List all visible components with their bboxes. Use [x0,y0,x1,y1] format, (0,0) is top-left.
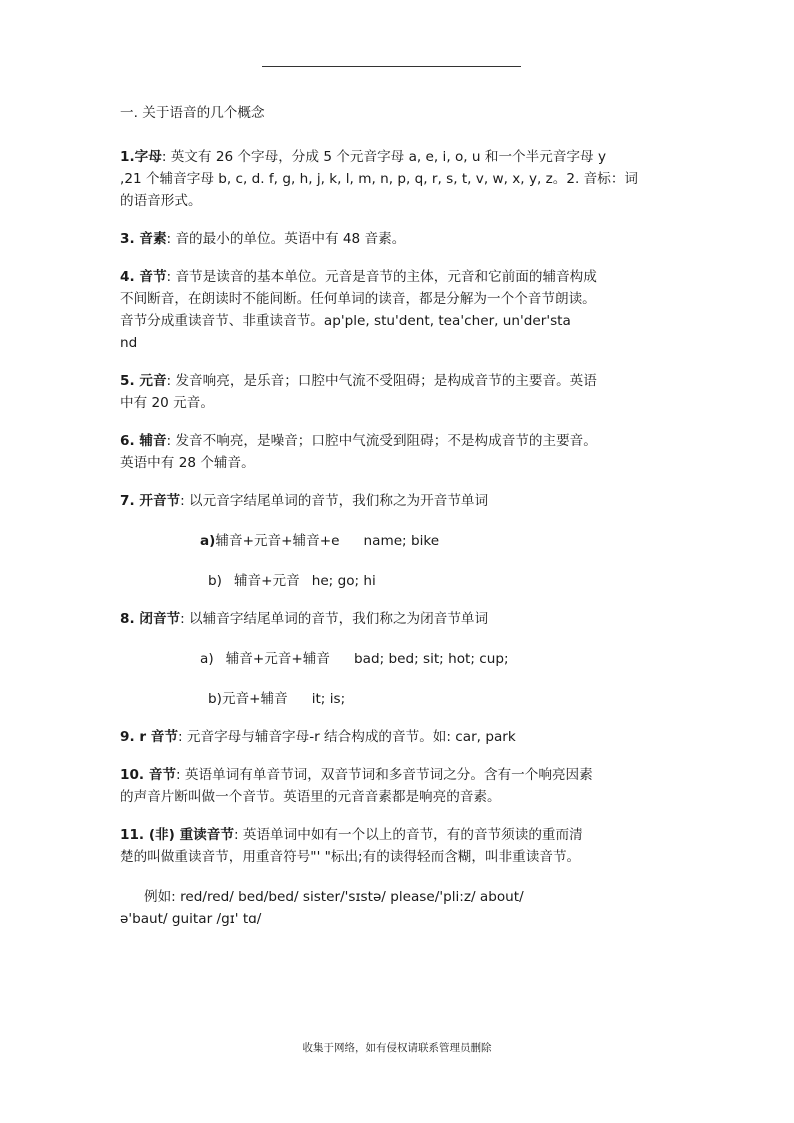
item-5-text-1: : 发音响亮，是乐音；口腔中气流不受阻碍；是构成音节的主要音。英语 [166,373,597,389]
item-9-term: 9. r 音节 [120,729,178,745]
item-8-text-1: : 以辅音字结尾单词的音节，我们称之为闭音节单词 [180,611,489,627]
footer-note: 收集于网络，如有侵权请联系管理员删除 [302,1042,492,1054]
item-11-example-1: 例如: red/red/ bed/bed/ sister/'sɪstə/ please/'pli:z/ about/ [144,889,524,905]
item-8-sub-a-text: 辅音+元音+辅音 [225,651,330,667]
item-8-sub-a [200,648,760,670]
item-7-sub-a [200,530,760,552]
item-8-sub-b-text: 元音+辅音 [221,691,288,707]
item-11-line-1 [120,824,680,846]
item-8-term: 8. 闭音节 [120,611,181,627]
item-11-term: 11. (非) 重读音节 [120,827,234,843]
item-10-term: 10. 音节 [120,767,177,783]
item-3-text-1: : 音的最小的单位。英语中有 48 音素。 [166,231,406,247]
item-7-sub-a-label: a) [200,533,216,549]
item-8-sub-b-examples: it; is; [311,691,346,707]
item-4-text-1: : 音节是读音的基本单位。元音是音节的主体，元音和它前面的辅音构成 [166,269,597,285]
item-4-line-3: 音节分成重读音节、非重读音节。ap'ple, stu'dent, tea'cher, un'der'sta [120,313,571,329]
item-7-sub-b-examples: he; go; hi [311,573,376,589]
item-10-line-2: 的声音片断叫做一个音节。英语里的元音音素都是响亮的音素。 [120,789,501,805]
item-1-line-2: ,21 个辅音字母 b, c, d. f, g, h, j, k, l, m, n, p, q, r, s, t, v, w, x, y, z。2. 音标：词 [120,171,639,187]
item-8-line-1 [120,608,680,630]
item-7-text-1: : 以元音字结尾单词的音节，我们称之为开音节单词 [180,493,489,509]
item-11-text-1: : 英语单词中如有一个以上的音节，有的音节须读的重而清 [233,827,583,843]
item-11-example-2: ə'baut/ guitar /gɪ' tɑ/ [120,911,262,927]
header-rule [262,66,521,67]
item-1-text-1: : 英文有 26 个字母，分成 5 个元音字母 a, e, i, o, u 和一个半元音字母 y [161,149,606,165]
item-6-line-2: 英语中有 28 个辅音。 [120,455,255,471]
item-7-sub-a-text: 辅音+元音+辅音+e [215,533,340,549]
item-7-line-1 [120,490,680,512]
item-5-line-2: 中有 20 元音。 [120,395,214,411]
item-6-line-1 [120,430,680,452]
section-title: 一. 关于语音的几个概念 [120,105,265,121]
item-7-sub-b-label: b) [208,573,222,589]
item-5-line-1 [120,370,680,392]
item-7-sub-b [208,570,768,592]
item-5-term: 5. 元音 [120,373,167,389]
item-8-sub-b [208,688,768,710]
item-7-sub-a-examples: name; bike [363,533,440,549]
item-1-term: 1.字母 [120,149,162,165]
item-8-sub-a-examples: bad; bed; sit; hot; cup; [353,651,509,667]
item-9-text-1: : 元音字母与辅音字母-r 结合构成的音节。如: car, park [177,729,516,745]
item-4-line-1 [120,266,680,288]
item-3-term: 3. 音素 [120,231,167,247]
item-1-line-3: 的语音形式。 [120,193,202,209]
item-3-line-1 [120,228,680,250]
item-8-sub-b-label: b) [208,691,222,707]
item-6-text-1: : 发音不响亮，是噪音；口腔中气流受到阻碍；不是构成音节的主要音。 [166,433,597,449]
item-1-line-1 [120,146,680,168]
item-7-term: 7. 开音节 [120,493,181,509]
item-10-text-1: : 英语单词有单音节词，双音节词和多音节词之分。含有一个响亮因素 [176,767,593,783]
item-10-line-1 [120,764,680,786]
item-7-sub-b-text: 辅音+元音 [233,573,300,589]
item-9-line-1 [120,726,680,748]
item-4-line-4: nd [120,335,138,351]
item-11-line-2: 楚的叫做重读音节，用重音符号"' "标出;有的读得轻而含糊，叫非重读音节。 [120,849,581,865]
item-4-term: 4. 音节 [120,269,167,285]
item-6-term: 6. 辅音 [120,433,167,449]
item-4-line-2: 不间断音，在朗读时不能间断。任何单词的读音，都是分解为一个个音节朗读。 [120,291,596,307]
item-8-sub-a-label: a) [200,651,214,667]
